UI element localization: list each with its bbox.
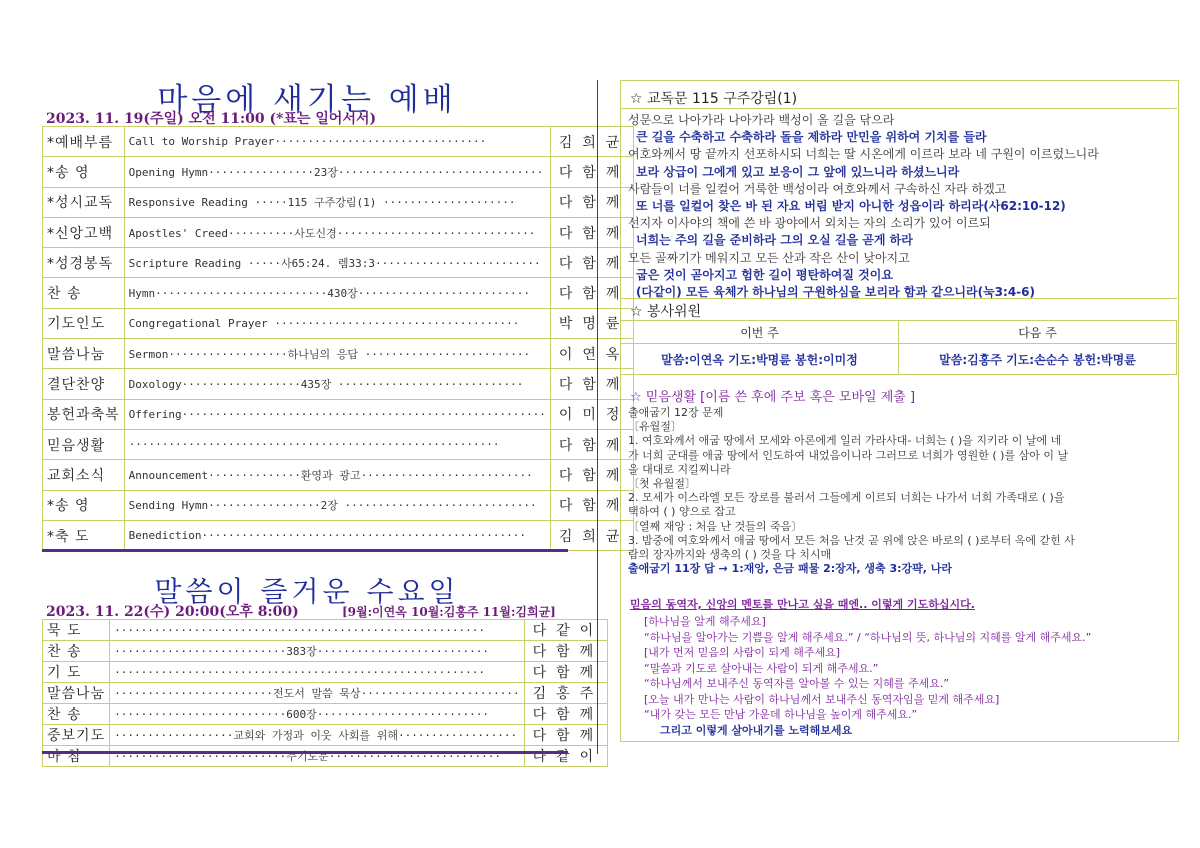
- mentor-line: [내가 먼저 믿음의 사람이 되게 해주세요]: [644, 646, 841, 659]
- order-part: *송 영: [43, 490, 125, 520]
- order-row: [43, 704, 608, 725]
- order-row: [43, 725, 608, 746]
- order-leader: 김희균: [550, 520, 634, 550]
- quiz-line: 가 너희 군대를 애굽 땅에서 인도하여 내었음이니라 그러므로 너희가 영원한 ( )를 삼아 이 날: [628, 448, 1069, 462]
- mentor-line: “하나님께서 보내주신 동역자를 알아볼 수 있는 지혜를 주세요.”: [644, 677, 950, 690]
- order-part: 결단찬양: [43, 369, 125, 399]
- section-divider: [42, 751, 568, 754]
- order-part: *축 도: [43, 520, 125, 550]
- quiz-line: 2. 모세가 이스라엘 모든 장로를 불러서 그들에게 이르되 너희는 나가서 너희 가족대로 ( )을: [628, 491, 1065, 505]
- sunday-order-table: [42, 126, 634, 551]
- order-part: 찬 송: [43, 704, 110, 725]
- order-row: [43, 369, 634, 399]
- wednesday-leaders: [9월:이연옥 10월:김홍주 11월:김희균]: [342, 605, 556, 619]
- order-part: 기도인도: [43, 308, 125, 338]
- order-part: 봉헌과축복: [43, 399, 125, 429]
- order-leader: 다함께: [550, 278, 634, 308]
- order-part: 묵 도: [43, 620, 110, 641]
- order-leader: 다같이: [524, 746, 608, 767]
- reading-line: 또 너를 일컬어 찾은 바 된 자요 버림 받지 아니한 성읍이라 하리라(사62:10-12): [636, 199, 1066, 213]
- mentor-line: “하나님을 알아가는 기쁨을 알게 해주세요.” / “하나님의 뜻, 하나님의 지혜를 알게 해주세요.”: [644, 630, 1092, 644]
- order-row: [43, 127, 634, 157]
- mentor-line: [하나님을 알게 해주세요]: [644, 615, 766, 628]
- order-leader: 다같이: [524, 620, 608, 641]
- order-leader: 다함께: [550, 460, 634, 490]
- order-leader: 다함께: [524, 662, 608, 683]
- order-desc: ························································: [110, 620, 525, 641]
- order-row: [43, 187, 634, 217]
- order-leader: 이미정: [550, 399, 634, 429]
- faith-life-header: ☆ 믿음생활 [이름 쓴 후에 주보 혹은 모바일 제출 ]: [630, 390, 916, 405]
- order-part: 마 침: [43, 746, 110, 767]
- order-part: *예배부름: [43, 127, 125, 157]
- divider: [620, 298, 1177, 299]
- sunday-service-date: 2023. 11. 19(주일) 오전 11:00 (*표는 일어서서): [46, 111, 377, 127]
- order-row: [43, 308, 634, 338]
- reading-line: 성문으로 나아가라 나아가라 백성이 올 길을 닦으라: [628, 113, 895, 127]
- order-leader: 다함께: [550, 429, 634, 459]
- reading-line: 큰 길을 수축하고 수축하라 돌을 제하라 만민을 위하여 기치를 들라: [636, 130, 987, 145]
- next-week-members: 말씀:김홍주 기도:손순수 봉헌:박명륜: [899, 344, 1177, 375]
- reading-line: 선지자 이사야의 책에 쓴 바 광야에서 외치는 자의 소리가 있어 이르되: [628, 216, 991, 231]
- order-row: [43, 460, 634, 490]
- order-leader: 다함께: [550, 248, 634, 278]
- order-leader: 다함께: [550, 187, 634, 217]
- order-desc: Doxology··················435장 ····························: [124, 369, 550, 399]
- order-leader: 다함께: [550, 369, 634, 399]
- mentor-line: [오늘 내가 만나는 사람이 하나님께서 보내주신 동역자임을 믿게 해주세요]: [644, 692, 1000, 706]
- order-part: 중보기도: [43, 725, 110, 746]
- reading-line: 너희는 주의 길을 준비하라 그의 오실 길을 곧게 하라: [636, 233, 913, 248]
- wednesday-order-table: [42, 619, 608, 767]
- order-desc: Congregational Prayer ·····································: [124, 308, 550, 338]
- mentor-line: “내가 갖는 모든 만남 가운데 하나님을 높이게 해주세요.”: [644, 708, 918, 721]
- reading-line: 여호와께서 땅 끝까지 선포하시되 너희는 딸 시온에게 이르라 보라 네 구원이 이르렀느니라: [628, 147, 1099, 162]
- column-divider: [597, 80, 598, 754]
- order-part: 찬 송: [43, 641, 110, 662]
- order-part: 기 도: [43, 662, 110, 683]
- divider: [620, 108, 1177, 109]
- wednesday-service-title: 말씀이 즐거운 수요일: [154, 575, 460, 608]
- wednesday-service-date: 2023. 11. 22(수) 20:00(오후 8:00): [46, 604, 299, 620]
- order-desc: Responsive Reading ·····115 구주강림(1) ····················: [124, 187, 550, 217]
- order-leader: 박명륜: [550, 308, 634, 338]
- quiz-line: 출애굽기 11장 답 → 1:재앙, 은금 패물 2:장자, 생축 3:강퍅, 나라: [628, 562, 953, 576]
- order-desc: ························전도서 말씀 묵상························: [110, 683, 525, 704]
- order-row: [43, 520, 634, 550]
- responsive-reading-header: ☆ 교독문 115 구주강림(1): [630, 91, 798, 107]
- order-row: [43, 217, 634, 247]
- order-row: [43, 746, 608, 767]
- order-leader: 다함께: [550, 217, 634, 247]
- order-desc: ························································: [110, 662, 525, 683]
- quiz-line: 출애굽기 12장 문제: [628, 406, 724, 419]
- quiz-line: 택하여 ( ) 양으로 잡고: [628, 505, 736, 519]
- order-part: *송 영: [43, 157, 125, 187]
- order-desc: Hymn··························430장··························: [124, 278, 550, 308]
- order-leader: 다함께: [524, 704, 608, 725]
- this-week-label: 이번 주: [621, 321, 899, 344]
- quiz-line: 〔첫 유월절〕: [628, 477, 697, 490]
- sunday-service-title: 마음에 새기는 예배: [157, 82, 457, 118]
- order-leader: 김희균: [550, 127, 634, 157]
- order-leader: 다함께: [550, 490, 634, 520]
- order-desc: ··························600장··························: [110, 704, 525, 725]
- order-part: 교회소식: [43, 460, 125, 490]
- order-desc: Sending Hymn·················2장 ·····························: [124, 490, 550, 520]
- order-desc: ··················교회와 가정과 이웃 사회를 위해··················: [110, 725, 525, 746]
- order-part: 말씀나눔: [43, 339, 125, 369]
- reading-line: 보라 상급이 그에게 있고 보응이 그 앞에 있느니라 하셨느니라: [636, 164, 960, 179]
- order-row: [43, 620, 608, 641]
- quiz-line: 을 대대로 지킬찌니라: [628, 462, 731, 476]
- order-row: [43, 662, 608, 683]
- next-week-label: 다음 주: [899, 321, 1177, 344]
- order-desc: ························································: [124, 429, 550, 459]
- order-desc: Apostles' Creed··········사도신경······························: [124, 217, 550, 247]
- order-row: [43, 157, 634, 187]
- quiz-line: 1. 여호와께서 애굽 땅에서 모세와 아론에게 일러 가라사대- 너희는 ( )을 지키라 이 날에 네: [628, 434, 1062, 448]
- order-desc: Scripture Reading ·····사65:24. 렘33:3·························: [124, 248, 550, 278]
- quiz-line: 3. 밤중에 여호와께서 애굽 땅에서 모든 처음 난것 곧 위에 앉은 바로의 ( )로부터 옥에 갇힌 사: [628, 533, 1075, 547]
- order-row: [43, 429, 634, 459]
- order-part: 믿음생활: [43, 429, 125, 459]
- reading-line: 굽은 것이 곧아지고 험한 길이 평탄하여질 것이요: [636, 267, 893, 282]
- order-leader: 다함께: [524, 725, 608, 746]
- service-committee-header: ☆ 봉사위원: [630, 304, 702, 320]
- order-desc: Sermon··················하나님의 응답 ·························: [124, 339, 550, 369]
- order-leader: 김홍주: [524, 683, 608, 704]
- order-row: [43, 399, 634, 429]
- this-week-members: 말씀:이연옥 기도:박명륜 봉헌:이미정: [621, 344, 899, 375]
- mentor-line: “말씀과 기도로 살아내는 사람이 되게 해주세요.”: [644, 661, 879, 675]
- order-leader: 다함께: [524, 641, 608, 662]
- order-desc: Opening Hymn················23장·······························: [124, 157, 550, 187]
- order-part: 찬 송: [43, 278, 125, 308]
- order-desc: ··························383장··························: [110, 641, 525, 662]
- order-part: *신앙고백: [43, 217, 125, 247]
- order-row: [43, 683, 608, 704]
- order-row: [43, 490, 634, 520]
- section-divider: [42, 549, 568, 552]
- order-part: *성경봉독: [43, 248, 125, 278]
- quiz-line: 〔열째 재앙 : 처음 난 것들의 죽음〕: [628, 519, 803, 533]
- mentor-line: 그리고 이렇게 살아내기를 노력해보세요: [660, 723, 853, 737]
- service-committee-table: [620, 320, 1177, 375]
- order-desc: ··························주기도문··························: [110, 746, 525, 767]
- reading-line: 사람들이 너를 일컬어 거룩한 백성이라 여호와께서 구속하신 자라 하겠고: [628, 181, 1007, 196]
- reading-line: (다같이) 모든 육체가 하나님의 구원하심을 보리라 함과 같으니라(눅3:4-6): [636, 285, 1035, 299]
- reading-line: 모든 골짜기가 메워지고 모든 산과 작은 산이 낮아지고: [628, 250, 910, 265]
- order-desc: Announcement··············환영과 광고··························: [124, 460, 550, 490]
- order-part: 말씀나눔: [43, 683, 110, 704]
- order-desc: Offering·······················································: [124, 399, 550, 429]
- quiz-line: 〔유월절〕: [628, 420, 682, 434]
- order-leader: 이연옥: [550, 339, 634, 369]
- order-row: [43, 278, 634, 308]
- order-row: [43, 248, 634, 278]
- mentor-intro: 믿음의 동역자, 신앙의 멘토를 만나고 싶을 때엔.. 이렇게 기도하십시다.: [630, 598, 975, 611]
- order-row: [43, 339, 634, 369]
- order-row: [43, 641, 608, 662]
- order-desc: Benediction·················································: [124, 520, 550, 550]
- order-desc: Call to Worship Prayer································: [124, 127, 550, 157]
- order-leader: 다함께: [550, 157, 634, 187]
- quiz-line: 람의 장자까지와 생축의 ( ) 것을 다 치시매: [628, 548, 832, 561]
- order-part: *성시교독: [43, 187, 125, 217]
